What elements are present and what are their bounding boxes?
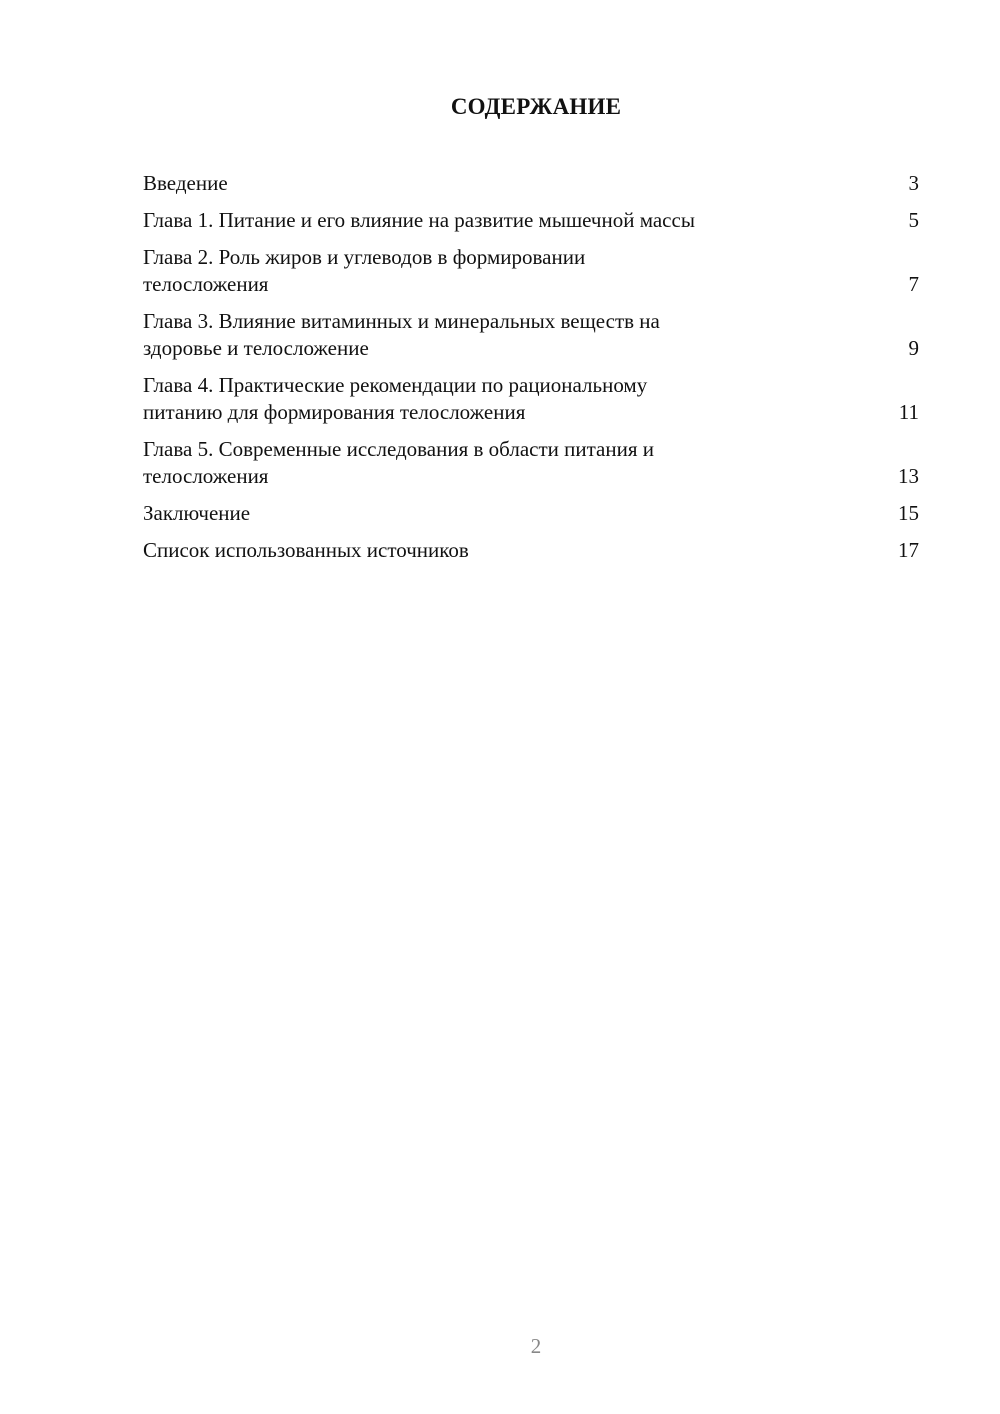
toc-entry-conclusion	[143, 500, 919, 527]
toc-entry-text: Глава 4. Практические рекомендации по рациональному питанию для формирования телосложения	[143, 373, 648, 424]
toc-entry-chapter-1	[143, 207, 919, 234]
toc-entry-page: 15	[898, 501, 919, 525]
toc-entry-page: 7	[908, 272, 919, 296]
table-of-contents	[143, 170, 919, 574]
toc-entry-text: Глава 3. Влияние витаминных и минеральных веществ на здоровье и телосложение	[143, 309, 660, 360]
toc-entry-chapter-5	[143, 436, 919, 490]
toc-entry-chapter-3	[143, 308, 919, 362]
toc-entry-chapter-2	[143, 244, 919, 298]
toc-entry-text: Список использованных источников	[143, 538, 469, 562]
toc-entry-text: Глава 2. Роль жиров и углеводов в формировании телосложения	[143, 245, 586, 296]
toc-entry-text: Заключение	[143, 501, 251, 525]
toc-entry-page: 9	[908, 336, 919, 360]
page-number: 2	[530, 1334, 542, 1358]
toc-entry-page: 3	[908, 171, 919, 195]
toc-entry-chapter-4	[143, 372, 919, 426]
toc-entry-text: Введение	[143, 171, 228, 195]
toc-entry-text: Глава 1. Питание и его влияние на развитие мышечной массы	[143, 208, 695, 232]
toc-entry-page: 11	[898, 400, 919, 424]
toc-entry-page: 13	[898, 464, 919, 488]
toc-entry-introduction	[143, 170, 919, 197]
toc-entry-page: 17	[898, 538, 919, 562]
toc-entry-references	[143, 537, 919, 564]
toc-entry-page: 5	[908, 208, 919, 232]
toc-entry-text: Глава 5. Современные исследования в области питания и телосложения	[143, 437, 654, 488]
page-title: СОДЕРЖАНИЕ	[450, 94, 622, 119]
